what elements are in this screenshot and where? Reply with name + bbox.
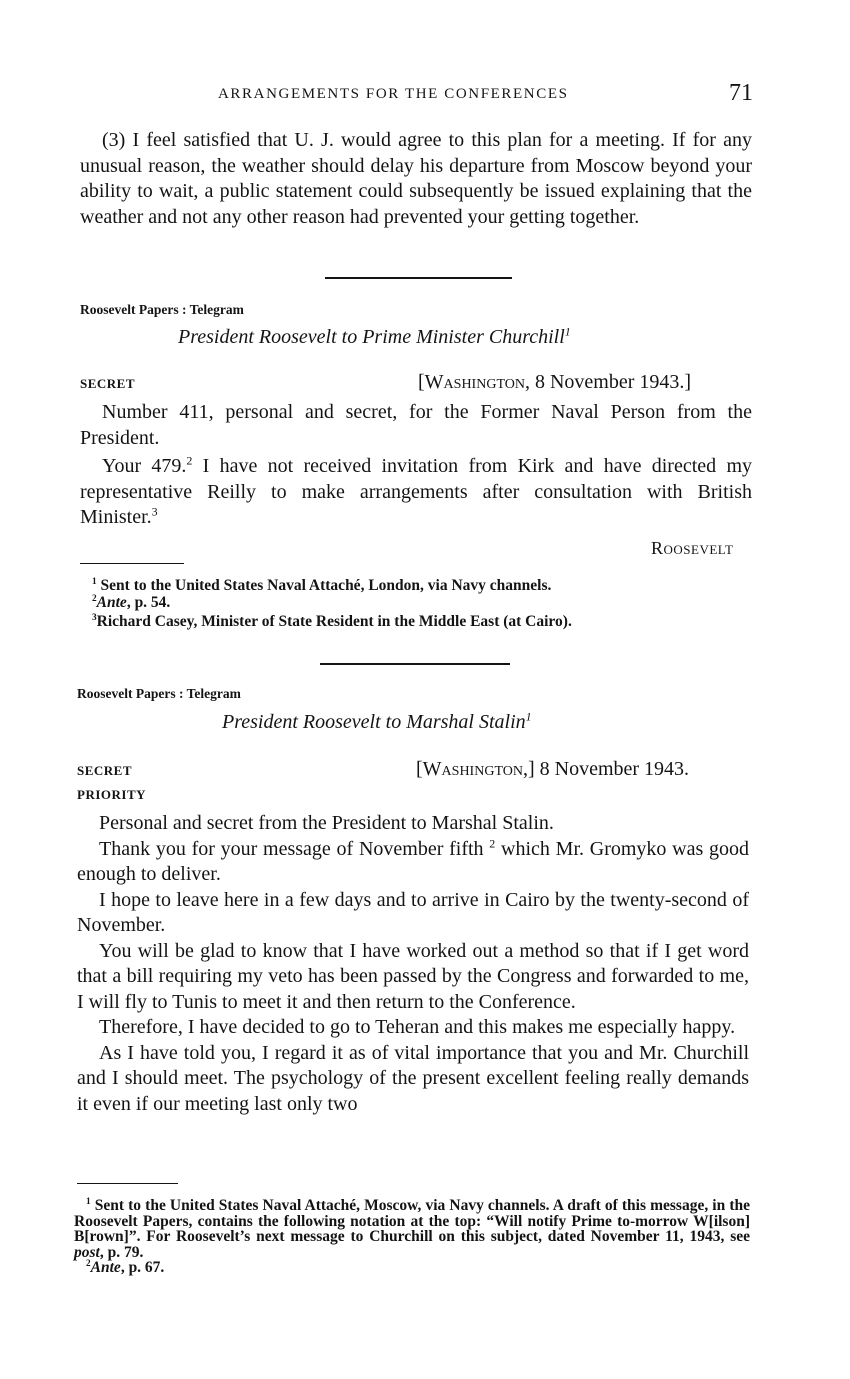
doc1-body-p2-b: I have not received invitation from Kirk and have directed my representative Reilly to make arrangements after consultation with British Minister.: [80, 455, 752, 528]
doc1-source: Roosevelt Papers : Telegram: [80, 302, 244, 317]
doc1-footnote-2-mark: 2: [92, 593, 97, 604]
intro-paragraph: [80, 128, 752, 230]
doc2-title-footnote-mark: 1: [525, 709, 532, 724]
doc1-footnote-3-mark: 3: [92, 612, 97, 623]
doc1-title: [178, 326, 571, 349]
doc2-footnote-2-text: , p. 67.: [120, 1259, 165, 1276]
doc2-footnote-rule: [77, 1183, 178, 1184]
doc2-footnote-1-mark: 1: [86, 1196, 91, 1207]
doc2-footnote-2: [74, 1260, 750, 1276]
doc1-body-p1: Number 411, personal and secret, for the Former Naval Person from the President.: [80, 401, 752, 449]
doc2-footnote-1: [74, 1198, 750, 1260]
doc1-classification: SECRET: [80, 376, 136, 391]
doc2-body-p2-b: which Mr. Gromyko was good enough to deliver.: [77, 837, 749, 885]
doc1-body-p2: [80, 454, 752, 531]
doc1-footnote-1-text: Sent to the United States Naval Attaché, London, via Navy channels.: [100, 577, 552, 594]
doc2-footnote-1-post: post: [74, 1243, 100, 1261]
running-title: ARRANGEMENTS FOR THE CONFERENCES: [218, 86, 569, 102]
doc1-footnote-rule: [80, 563, 184, 564]
doc1-signature: Roosevelt: [651, 538, 734, 558]
doc1-footnotes: [80, 577, 760, 630]
doc1-dateline: [Washington, 8 November 1943.]: [418, 371, 692, 393]
doc1-footnote-3-text: Richard Casey, Minister of State Resident in the Middle East (at Cairo).: [96, 613, 572, 630]
doc1-title-text: President Roosevelt to Prime Minister Churchill: [178, 326, 565, 348]
doc2-place: Washington: [422, 758, 523, 780]
doc2-body-p2: [77, 837, 749, 888]
doc2-footnote-2-mark: 2: [86, 1258, 91, 1269]
doc2-body-p2-a: Thank you for your message of November fifth: [99, 837, 490, 860]
doc2-footnotes: [74, 1198, 750, 1276]
doc2-title-text: President Roosevelt to Marshal Stalin: [222, 711, 526, 733]
section-divider: [325, 277, 512, 279]
doc1-footnote-1: [80, 577, 760, 594]
doc1-date: , 8 November 1943.]: [524, 371, 692, 393]
doc1-footnote-2-ante: Ante: [96, 594, 127, 611]
doc1-body-p2-a: Your 479.: [102, 455, 187, 477]
doc1-footnote-1-mark: 1: [92, 576, 97, 587]
doc2-body: [77, 811, 749, 1117]
doc2-title: [222, 711, 532, 734]
doc1-place: Washington: [424, 371, 525, 393]
doc2-body-p4: You will be glad to know that I have worked out a method so that if I get word that a bill requiring my veto has been passed by the Congress and forwarded to me, I will fly to Tunis to meet it and then return to the Conference.: [77, 939, 749, 1013]
doc1-body: [80, 400, 752, 531]
doc1-title-footnote-mark: 1: [564, 324, 571, 339]
section-divider-2: [320, 663, 510, 665]
doc1-footnote-3: [80, 613, 760, 630]
doc2-priority: PRIORITY: [77, 787, 147, 802]
doc1-footnote-2: [80, 594, 760, 611]
doc2-date: ,] 8 November 1943.: [522, 758, 690, 780]
doc2-body-p2-fn: 2: [489, 835, 496, 850]
doc1-footnote-2-text: , p. 54.: [126, 594, 171, 611]
doc2-footnote-1-text-a: Sent to the United States Naval Attaché, Moscow, via Navy channels. A draft of this message, in the Roosevelt Papers, contains the following notation at the top: “Will notify Prime to-morrow W[ilson] B[rown]”. For Roosevelt’s next message to Churchill on this subject, dated November 11, 1943, see: [74, 1197, 750, 1245]
paragraph-3: (3) I feel satisfied that U. J. would agree to this plan for a meeting. If for any unusual reason, the weather should delay his departure from Moscow beyond your ability to wait, a public statement could subsequently be issued explaining that the weather and not any other reason had prevented your getting together.: [80, 129, 752, 228]
doc2-dateline: [Washington,] 8 November 1943.: [416, 758, 690, 780]
doc2-source: Roosevelt Papers : Telegram: [77, 686, 241, 701]
page-number: 71: [729, 80, 753, 106]
doc2-body-p3: I hope to leave here in a few days and to arrive in Cairo by the twenty-second of November.: [77, 888, 749, 936]
doc2-footnote-2-ante: Ante: [90, 1259, 121, 1276]
doc2-classification: SECRET: [77, 763, 133, 778]
doc2-body-p6: As I have told you, I regard it as of vital importance that you and Mr. Churchill and I should meet. The psychology of the present excellent feeling really demands it even if our meeting last only two: [77, 1041, 749, 1115]
doc1-body-p2-fn2: 3: [151, 504, 158, 519]
doc2-footnote-1-text-b: , p. 79.: [99, 1243, 144, 1261]
doc2-body-p5: Therefore, I have decided to go to Teheran and this makes me especially happy.: [99, 1016, 736, 1038]
doc2-body-p1: Personal and secret from the President to Marshal Stalin.: [99, 812, 554, 834]
doc1-body-p2-fn: 2: [186, 453, 193, 468]
